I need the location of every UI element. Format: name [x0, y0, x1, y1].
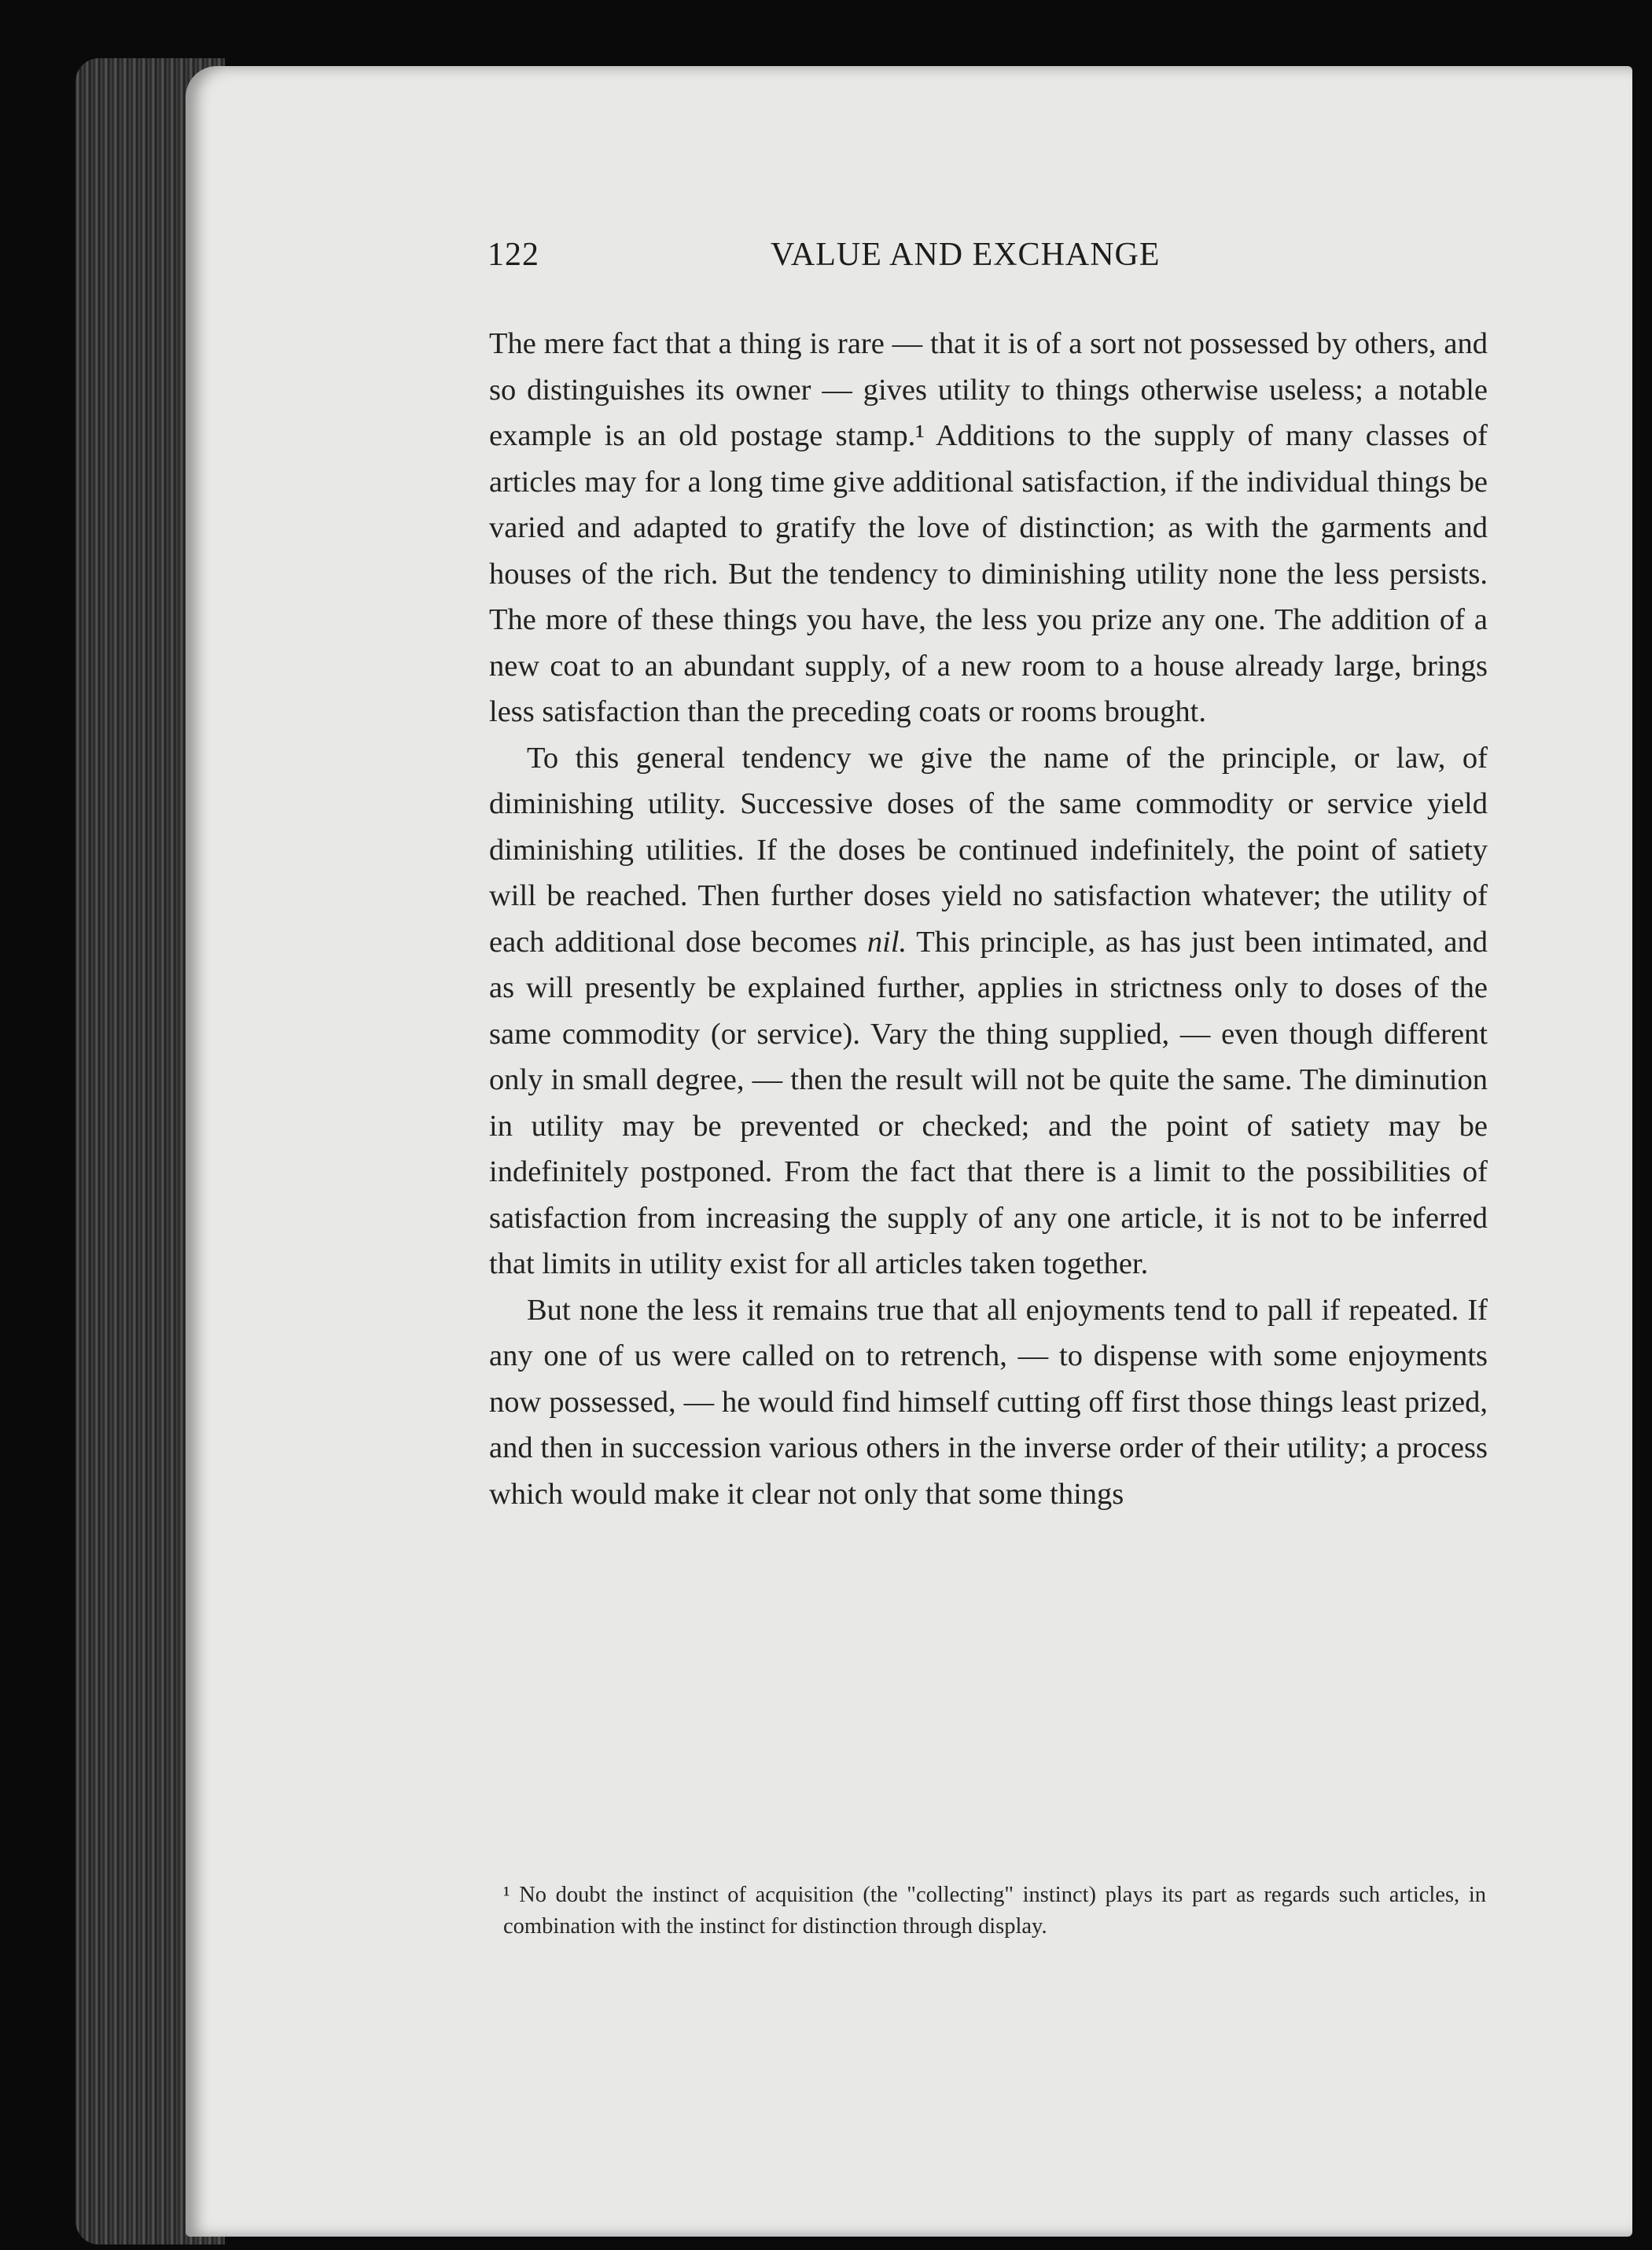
page-number: 122	[488, 237, 539, 273]
page-header	[488, 236, 1214, 283]
footnote: ¹ No doubt the instinct of acquisition (the "collecting" instinct) plays its part as regards such articles, in combination with the instinct for distinction through display.	[503, 1883, 1486, 1939]
paragraph-2-part-1: To this general tendency we give the name of the principle, or law, of diminishing utility. Successive doses of the same commodity or service yield diminishing utilities. If the doses be continued indefinitely, the point of satiety will be reached. Then further doses yield no satisfaction whatever; the utility of each additional dose becomes	[489, 741, 1488, 959]
paragraph-2-emphasis: nil.	[866, 925, 907, 959]
running-title: VALUE AND EXCHANGE	[771, 237, 1161, 273]
paragraph-2-part-2: This principle, as has just been intimated, and as will presently be explained further, applies in strictness only to doses of the same commodity (or service). Vary the thing supplied, — even though different only in small degree, — then the result will not be quite the same. The diminution in utility may be prevented or checked; and the point of satiety may be indefinitely postponed. From the fact that there is a limit to the possibilities of satisfaction from increasing the supply of any one article, it is not to be inferred that limits in utility exist for all articles taken together.	[489, 925, 1488, 1280]
paragraph-1: The mere fact that a thing is rare — that it is of a sort not possessed by others, and so distinguishes its owner — gives utility to things otherwise useless; a notable example is an old postage stamp.¹ Additions to the supply of many classes of articles may for a long time give additional satisfaction, if the individual things be varied and adapted to gratify the love of distinction; as with the garments and houses of the rich. But the tendency to diminishing utility none the less persists. The more of these things you have, the less you prize any one. The addition of a new coat to an abundant supply, of a new room to a house already large, brings less satisfaction than the preceding coats or rooms brought.	[489, 327, 1488, 728]
body-text	[489, 321, 1488, 1517]
paragraph-2	[489, 735, 1488, 1287]
paragraph-3: But none the less it remains true that all enjoyments tend to pall if repeated. If any one of us were called on to retrench, — to dispense with some enjoyments now possessed, — he would find himself cutting off first those things least prized, and then in succession various others in the inverse order of their utility; a process which would make it clear not only that some things	[489, 1293, 1488, 1511]
